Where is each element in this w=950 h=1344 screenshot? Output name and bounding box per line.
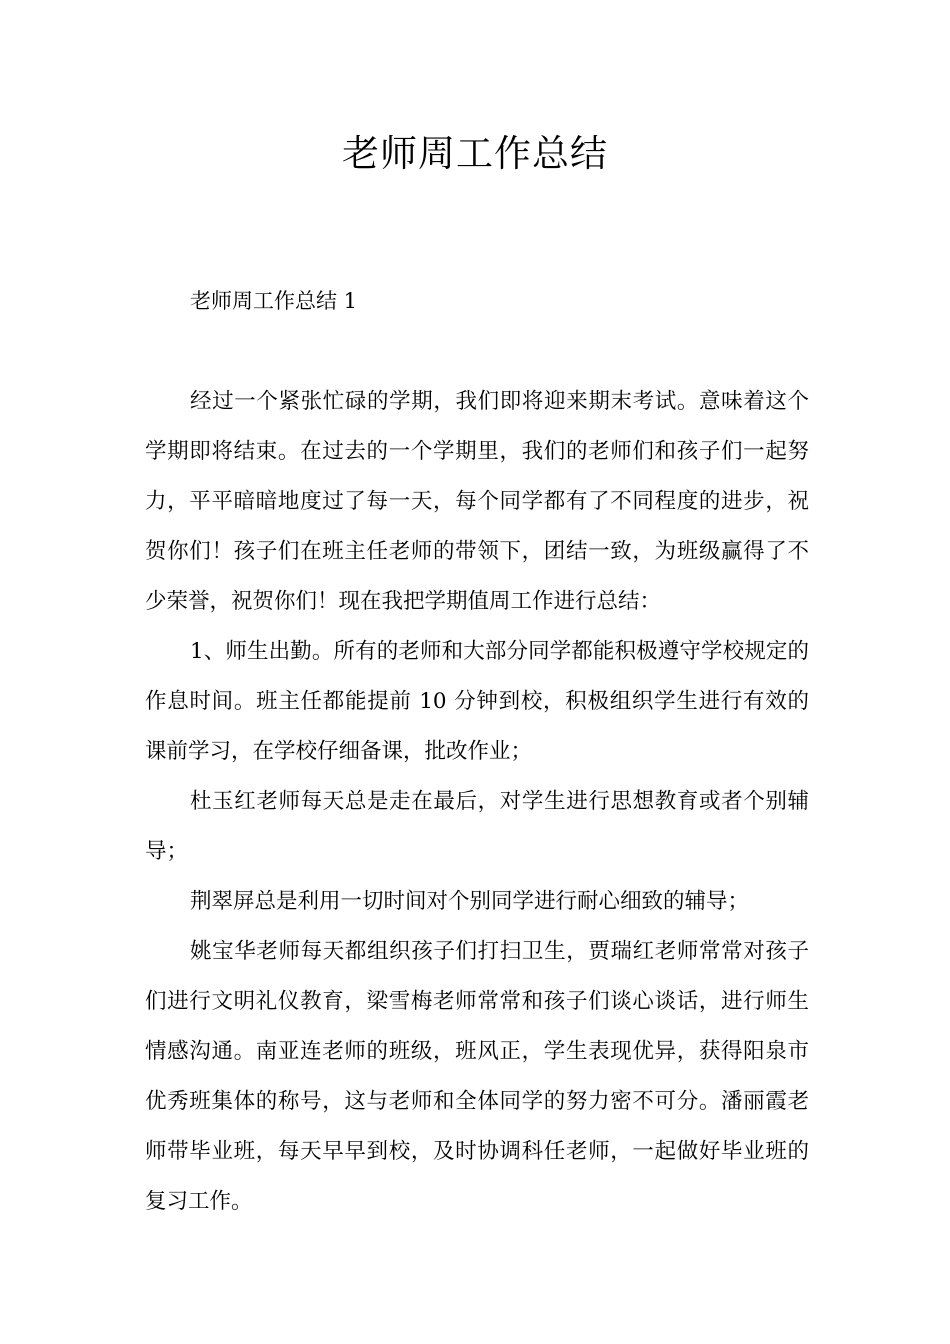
paragraph-attendance: 1、师生出勤。所有的老师和大部分同学都能积极遵守学校规定的作息时间。班主任都能提前 10 分钟到校，积极组织学生进行有效的课前学习，在学校仔细备课，批改作业； xyxy=(145,639,809,764)
paragraph-teachers: 姚宝华老师每天都组织孩子们打扫卫生，贾瑞红老师常常对孩子们进行文明礼仪教育，梁雪梅老师常常和孩子们谈心谈话，进行师生情感沟通。南亚连老师的班级，班风正，学生表现优异，获得阳泉市优秀班集体的称号，这与老师和全体同学的努力密不可分。潘丽霞老师带毕业班，每天早早到校，及时协调科任老师，一起做好毕业班的复习工作。 xyxy=(145,939,809,1214)
document-body xyxy=(145,377,809,1227)
paragraph-du-yuhong: 杜玉红老师每天总是走在最后，对学生进行思想教育或者个别辅导； xyxy=(145,789,809,864)
paragraph-jing-cuiping: 荆翠屏总是利用一切时间对个别同学进行耐心细致的辅导； xyxy=(190,889,750,914)
section-heading: 老师周工作总结 1 xyxy=(190,289,358,313)
document-title: 老师周工作总结 xyxy=(342,132,608,175)
paragraph-intro: 经过一个紧张忙碌的学期，我们即将迎来期末考试。意味着这个学期即将结束。在过去的一个学期里，我们的老师们和孩子们一起努力，平平暗暗地度过了每一天，每个同学都有了不同程度的进步，祝贺你们！孩子们在班主任老师的带领下，团结一致，为班级赢得了不少荣誉，祝贺你们！现在我把学期值周工作进行总结： xyxy=(145,389,809,614)
